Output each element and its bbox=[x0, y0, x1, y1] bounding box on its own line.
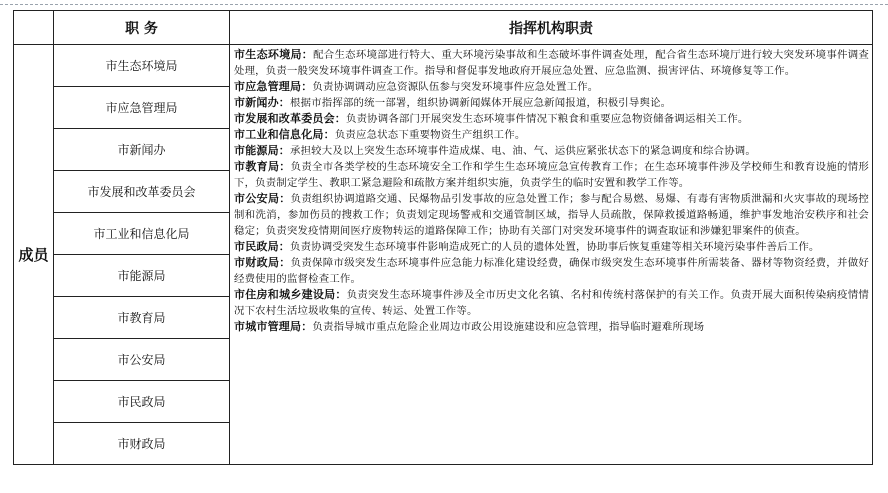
duty-department-name: 市生态环境局： bbox=[234, 48, 314, 61]
duties-list bbox=[234, 47, 869, 457]
duty-paragraph bbox=[234, 287, 869, 319]
duty-department-name: 市公安局： bbox=[234, 192, 291, 205]
duty-paragraph bbox=[234, 159, 869, 191]
duty-department-name: 市新闻办： bbox=[234, 96, 290, 109]
member-label: 成员 bbox=[18, 245, 49, 264]
duty-paragraph bbox=[234, 95, 869, 111]
duty-department-name: 市工业和信息化局： bbox=[234, 128, 335, 141]
duty-text: 负责保障市级突发生态环境事件应急能力标准化建设经费，确保市级突发生态环境事件所需装备、器材等物资经费，并做好经费使用的监督检查工作。 bbox=[234, 257, 869, 285]
department-cell: 市公安局 bbox=[54, 339, 230, 381]
duty-department-name: 市民政局： bbox=[234, 240, 290, 253]
duty-text: 负责全市各类学校的生态环境安全工作和学生生态环境应急宣传教育工作；在生态环境事件涉及学校师生和教育设施的情形下，负责制定学生、教职工紧急避险和疏散方案并组织实施，负责学生的临时安置和教学工作等。 bbox=[234, 161, 869, 189]
page-top-dashed-line bbox=[0, 4, 888, 5]
table-header-row bbox=[14, 11, 873, 45]
duty-paragraph bbox=[234, 127, 869, 143]
department-cell: 市教育局 bbox=[54, 297, 230, 339]
member-label-cell bbox=[14, 45, 54, 465]
department-cell: 市能源局 bbox=[54, 255, 230, 297]
header-blank-cell bbox=[14, 11, 54, 45]
duty-text: 负责指导城市重点危险企业周边市政公用设施建设和应急管理，指导临时避难所现场 bbox=[312, 321, 705, 333]
duty-department-name: 市应急管理局： bbox=[234, 80, 313, 93]
department-cell: 市新闻办 bbox=[54, 129, 230, 171]
duty-text: 负责协调各部门开展突发生态环境事件情况下粮食和重要应急物资储备调运相关工作。 bbox=[346, 113, 749, 125]
table-row bbox=[14, 45, 873, 87]
duty-department-name: 市城市管理局： bbox=[234, 320, 313, 333]
duty-text: 承担较大及以上突发生态环境事件造成煤、电、油、气、运供应紧张状态下的紧急调度和综合协调。 bbox=[290, 145, 756, 157]
department-cell: 市民政局 bbox=[54, 381, 230, 423]
duty-paragraph bbox=[234, 319, 869, 335]
command-structure-table bbox=[13, 10, 873, 465]
duty-text: 根据市指挥部的统一部署，组织协调新闻媒体开展应急新闻报道，积极引导舆论。 bbox=[290, 97, 672, 109]
department-cell: 市工业和信息化局 bbox=[54, 213, 230, 255]
duty-department-name: 市财政局： bbox=[234, 256, 291, 269]
duty-text: 负责协调调动应急资源队伍参与突发环境事件应急处置工作。 bbox=[312, 81, 599, 93]
department-cell: 市应急管理局 bbox=[54, 87, 230, 129]
duty-text: 负责协调受突发生态环境事件影响造成死亡的人员的遗体处置，协助事后恢复重建等相关环境污染事件善后工作。 bbox=[290, 241, 820, 253]
duty-department-name: 市发展和改革委员会： bbox=[234, 112, 346, 125]
duty-text: 配合生态环境部进行特大、重大环境污染事故和生态破坏事件调查处理，配合省生态环境厅进行较大突发环境事件调查处理，负责一般突发环境事件调查工作。指导和督促事发地政府开展应急处置、应急监测、损害评估、环境修复等工作。 bbox=[234, 49, 869, 77]
duty-paragraph bbox=[234, 191, 869, 239]
duty-paragraph bbox=[234, 79, 869, 95]
duty-text: 负责突发生态环境事件涉及全市历史文化名镇、名村和传统村落保护的有关工作。负责开展大面积传染病疫情情况下农村生活垃圾收集的宣传、转运、处置工作等。 bbox=[234, 289, 869, 317]
department-cell: 市财政局 bbox=[54, 423, 230, 465]
header-duties-cell: 指挥机构职责 bbox=[230, 11, 873, 45]
department-cell: 市发展和改革委员会 bbox=[54, 171, 230, 213]
department-cell: 市生态环境局 bbox=[54, 45, 230, 87]
duty-paragraph bbox=[234, 111, 869, 127]
duty-paragraph bbox=[234, 143, 869, 159]
duty-text: 负责组织协调道路交通、民爆物品引发事故的应急处置工作；参与配合易燃、易爆、有毒有害物质泄漏和火灾事故的现场控制和洗消，参加伤员的搜救工作；负责划定现场警戒和交通管制区域，指导人员疏散，保障救援道路畅通，维护事发地治安秩序和社会稳定；负责突发疫情期间医疗废物转运的道路保障工作；协助有关部门对突发环境事件的调查取证和涉嫌犯罪案件的侦查。 bbox=[234, 193, 869, 237]
duties-cell bbox=[230, 45, 873, 465]
duty-department-name: 市能源局： bbox=[234, 144, 290, 157]
duty-department-name: 市教育局： bbox=[234, 160, 291, 173]
duty-paragraph bbox=[234, 47, 869, 79]
duty-department-name: 市住房和城乡建设局： bbox=[234, 288, 347, 301]
duty-paragraph bbox=[234, 239, 869, 255]
duty-paragraph bbox=[234, 255, 869, 287]
header-title-cell: 职 务 bbox=[54, 11, 230, 45]
duty-text: 负责应急状态下重要物资生产组织工作。 bbox=[334, 129, 526, 141]
